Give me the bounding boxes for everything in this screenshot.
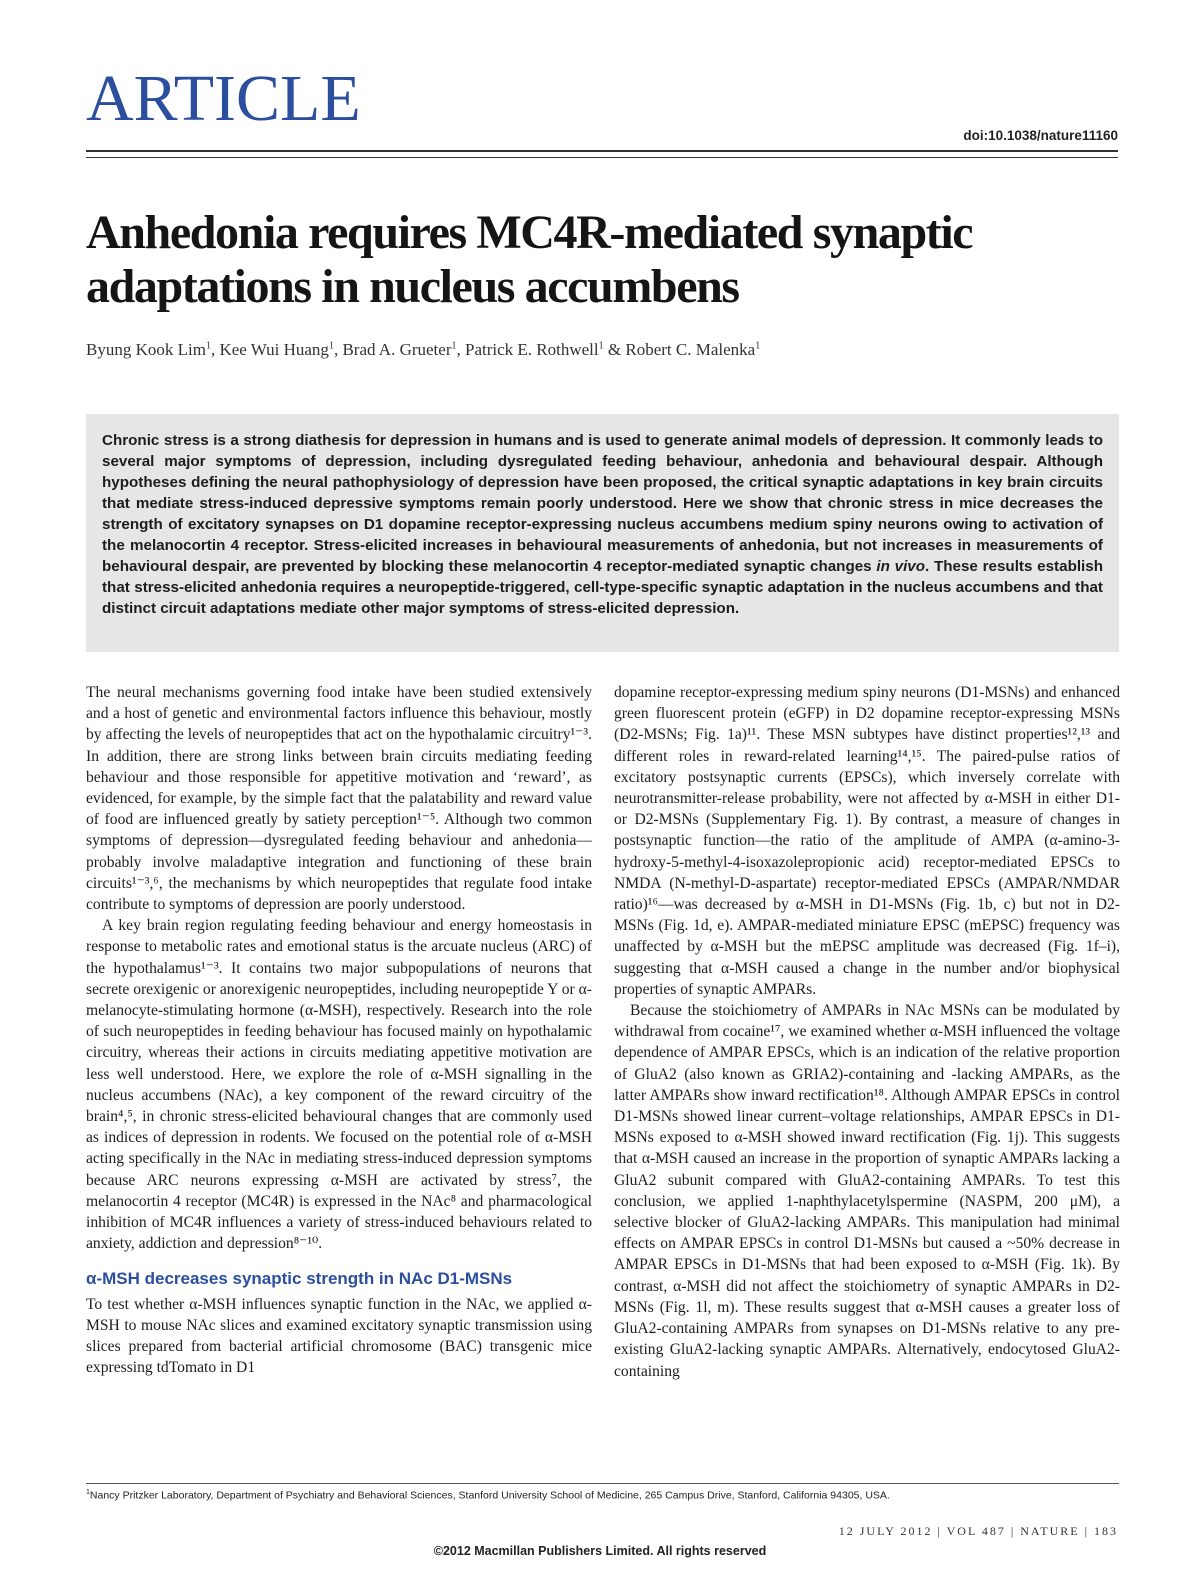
author-separator: , [333,340,343,359]
body-paragraph: A key brain region regulating feeding behaviour and energy homeostasis in response to metabolic rates and emotional status is the arcuate nucleus (ARC) of the hypothalamus¹⁻³. It contains two major subpopulations of neurons that secrete orexigenic or anorexigenic neuropeptides, including neuropeptide Y or α-melanocyte-stimulating hormone (α-MSH), respectively. Research into the role of such neuropeptides in feeding behaviour has focused mainly on hypothalamic circuitry, whereas their actions in circuits mediating appetitive motivation are less well understood. Here, we explore the role of α-MSH signalling in the nucleus accumbens (NAc), a key component of the reward circuitry of the brain⁴,⁵, in chronic stress-elicited behavioural changes that are commonly used as indices of depression in rodents. We focused on the potential role of α-MSH acting specifically in the NAc in mediating stress-induced depression symptoms because ARC neurons expressing α-MSH are activated by stress⁷, the melanocortin 4 receptor (MC4R) is expressed in the NAc⁸ and pharmacological inhibition of MC4R influences a variety of stress-induced behaviours related to anxiety, addiction and depression⁸⁻¹⁰. [86,917,592,1253]
affiliation-mark: 1 [451,340,457,352]
body-column-right [614,682,1120,1382]
affiliation-mark: 1 [598,340,604,352]
author-name[interactable]: Patrick E. Rothwell [465,340,599,359]
author-separator: , [456,340,465,359]
body-paragraph: dopamine receptor-expressing medium spiny neurons (D1-MSNs) and enhanced green fluorescent protein (eGFP) in D2 dopamine receptor-expressing MSNs (D2-MSNs; Fig. 1a)¹¹. These MSN subtypes have distinct properties¹²,¹³ and different roles in reward-related learning¹⁴,¹⁵. The paired-pulse ratios of excitatory postsynaptic currents (EPSCs), which inversely correlate with neurotransmitter-release probability, were not affected by α-MSH in either D1- or D2-MSNs (Supplementary Fig. 1). By contrast, a measure of changes in postsynaptic function—the ratio of the amplitude of AMPA (α-amino-3-hydroxy-5-methyl-4-isoxazolepropionic acid) receptor-mediated EPSCs to NMDA (N-methyl-D-aspartate) receptor-mediated EPSCs (AMPAR/NMDAR ratio)¹⁶—was decreased by α-MSH in D1-MSNs (Fig. 1b, c) but not in D2-MSNs (Fig. 1d, e). AMPAR-mediated miniature EPSC (mEPSC) frequency was unaffected by α-MSH but the mEPSC amplitude was decreased (Fig. 1f–i), suggesting that α-MSH caused a change in the number and/or biophysical properties of synaptic AMPARs. [614,684,1120,998]
author-name[interactable]: Robert C. Malenka [625,340,756,359]
body-column-left [86,682,592,1379]
author-separator: & [603,340,626,359]
affiliation-mark: 1 [205,340,211,352]
author-name[interactable]: Kee Wui Huang [219,340,329,359]
affiliation-mark: 1 [755,340,761,352]
footnote-rule [86,1483,1119,1484]
article-title: Anhedonia requires MC4R-mediated synaptic adaptations in nucleus accumbens [86,206,973,313]
abstract-text [102,430,1103,619]
header-rule [86,150,1118,158]
footnote-mark: 1 [86,1489,90,1496]
section-heading: α-MSH decreases synaptic strength in NAc D1-MSNs [86,1269,513,1289]
author-separator: , [210,340,220,359]
footnote-text: Nancy Pritzker Laboratory, Department of Psychiatry and Behavioral Sciences, Stanford University School of Medicine, 265 Campus Drive, Stanford, California 94305, USA. [89,1489,890,1502]
affiliation-mark: 1 [328,340,334,352]
affiliation-footnote [86,1489,890,1502]
author-name[interactable]: Byung Kook Lim [86,340,206,359]
copyright-notice: ©2012 Macmillan Publishers Limited. All rights reserved [433,1544,767,1558]
body-paragraph: The neural mechanisms governing food intake have been studied extensively and a host of genetic and environmental factors influence this behaviour, mostly by affecting the levels of neuropeptides that act on the hypothalamic circuitry¹⁻³. In addition, there are strong links between brain circuits mediating feeding behaviour and those responsible for appetitive motivation and ‘reward’, as evidenced, for example, by the simple fact that the palatability and reward value of food are influenced greatly by satiety perception¹⁻⁵. Although two common symptoms of depression—dysregulated feeding behaviour and anhedonia—probably involve maladaptive integration and functioning of these brain circuits¹⁻³,⁶, the mechanisms by which neuropeptides that regulate food intake contribute to symptoms of depression are poorly understood. [86,684,592,914]
abstract-main: Chronic stress is a strong diathesis for depression in humans and is used to generate animal models of depression. It commonly leads to several major symptoms of depression, including dysregulated feeding behaviour, anhedonia and behavioural despair. Although hypotheses defining the neural pathophysiology of depression have been proposed, the critical synaptic adaptations in key brain circuits that mediate stress-induced depressive symptoms remain poorly understood. Here we show that chronic stress in mice decreases the strength of excitatory synapses on D1 dopamine receptor-expressing nucleus accumbens medium spiny neurons owing to activation of the melanocortin 4 receptor. Stress-elicited increases in behavioural measurements of anhedonia, but not increases in measurements of behavioural despair, are prevented by blocking these melanocortin 4 receptor-mediated synaptic changes [102,432,1103,575]
doi-label[interactable]: doi:10.1038/nature11160 [963,128,1118,143]
body-paragraph: Because the stoichiometry of AMPARs in NAc MSNs can be modulated by withdrawal from cocaine¹⁷, we examined whether α-MSH influenced the voltage dependence of AMPAR EPSCs, which is an indication of the relative proportion of GluA2 (also known as GRIA2)-containing and -lacking AMPARs, as the latter AMPARs show inward rectification¹⁸. Although AMPAR EPSCs in control D1-MSNs showed linear current–voltage relationships, AMPAR EPSCs in D1-MSNs exposed to α-MSH showed inward rectification (Fig. 1j). This suggests that α-MSH caused an increase in the proportion of synaptic AMPARs lacking a GluA2 subunit compared with GluA2-containing AMPARs. To test this conclusion, we applied 1-naphthylacetylspermine (NASPM, 200 μM), a selective blocker of GluA2-lacking AMPARs. This manipulation had minimal effects on AMPAR EPSCs in control D1-MSNs but caused a ~50% decrease in AMPAR EPSCs in D1-MSNs that had been exposed to α-MSH (Fig. 1k). By contrast, α-MSH did not affect the stoichiometry of synaptic AMPARs in D2-MSNs (Fig. 1l, m). These results suggest that α-MSH causes a greater loss of GluA2-containing AMPARs from synapses on D1-MSNs relative to any pre-existing GluA2-lacking synaptic AMPARs. Alternatively, endocytosed GluA2-containing [614,1002,1120,1380]
page-info: 12 JULY 2012 | VOL 487 | NATURE | 183 [838,1524,1118,1538]
abstract-box [86,414,1119,652]
author-name[interactable]: Brad A. Grueter [342,340,452,359]
abstract-end: . These results establish that stress-elicited anhedonia requires a neuropeptide-triggered, cell-type-specific synaptic adaptation in the nucleus accumbens and that distinct circuit adaptations mediate other major symptoms of stress-elicited depression. [102,558,1104,617]
body-paragraph: To test whether α-MSH influences synaptic function in the NAc, we applied α-MSH to mouse NAc slices and examined excitatory synaptic transmission using slices prepared from bacterial artificial chromosome (BAC) transgenic mice expressing tdTomato in D1 [86,1295,592,1377]
abstract-italic: in vivo [876,558,926,575]
author-list [86,340,760,360]
article-kicker: ARTICLE [86,62,361,135]
